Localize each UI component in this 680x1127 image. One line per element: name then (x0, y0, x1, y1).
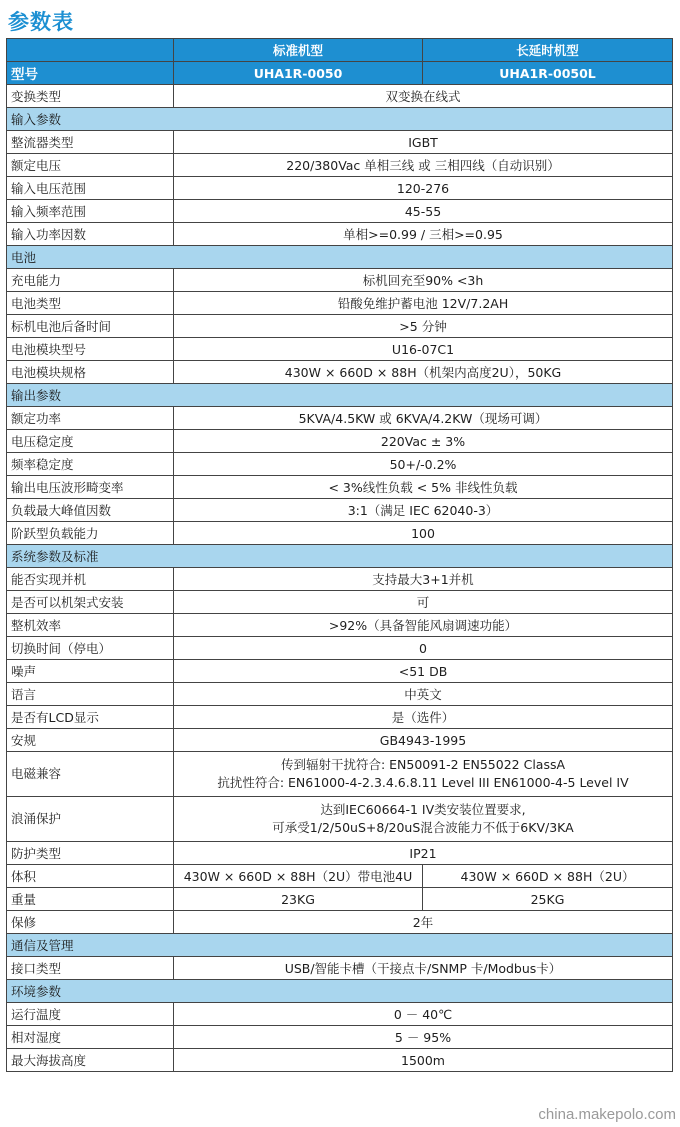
row-value: < 3%线性负载 < 5% 非线性负载 (174, 476, 673, 499)
row-label: 电池模块型号 (7, 338, 174, 361)
row-label: 负载最大峰值因数 (7, 499, 174, 522)
section-title: 系统参数及标准 (7, 545, 673, 568)
row-label: 整机效率 (7, 614, 174, 637)
row-value: U16-07C1 (174, 338, 673, 361)
row-value: 1500m (174, 1049, 673, 1072)
row-value: 100 (174, 522, 673, 545)
section-title: 电池 (7, 246, 673, 269)
section-header-row (7, 980, 673, 1003)
row-value (174, 797, 673, 842)
row-value (174, 752, 673, 797)
row-label: 额定功率 (7, 407, 174, 430)
value-line: 可承受1/2/50uS+8/20uS混合波能力不低于6KV/3KA (272, 820, 574, 835)
row-value: 5KVA/4.5KW 或 6KVA/4.2KW（现场可调） (174, 407, 673, 430)
row-value: 单相>=0.99 / 三相>=0.95 (174, 223, 673, 246)
row-value: 0 (174, 637, 673, 660)
row-label: 体积 (7, 865, 174, 888)
row-value: GB4943-1995 (174, 729, 673, 752)
row-label: 切换时间（停电） (7, 637, 174, 660)
row-value: 3:1（满足 IEC 62040-3） (174, 499, 673, 522)
value-line: 传到辐射干扰符合: EN50091-2 EN55022 ClassA (280, 757, 566, 772)
row-value: 中英文 (174, 683, 673, 706)
table-row (7, 1026, 673, 1049)
model-row-label: 型号 (7, 62, 174, 85)
value-line: 抗扰性符合: EN61000-4-2.3.4.6.8.11 Level III EN61000-4-5 Level IV (217, 775, 629, 790)
row-label: 是否有LCD显示 (7, 706, 174, 729)
row-value: 可 (174, 591, 673, 614)
row-label: 输入电压范围 (7, 177, 174, 200)
table-row (7, 430, 673, 453)
row-value-standard: 430W × 660D × 88H（2U）带电池4U (174, 865, 423, 888)
table-row (7, 591, 673, 614)
table-row (7, 85, 673, 108)
row-label: 相对湿度 (7, 1026, 174, 1049)
table-row (7, 729, 673, 752)
row-label: 语言 (7, 683, 174, 706)
row-label: 最大海拔高度 (7, 1049, 174, 1072)
header-corner (7, 39, 174, 62)
row-label: 是否可以机架式安装 (7, 591, 174, 614)
table-row (7, 614, 673, 637)
table-row (7, 752, 673, 797)
row-label: 噪声 (7, 660, 174, 683)
table-row (7, 315, 673, 338)
row-value: 0 － 40℃ (174, 1003, 673, 1026)
row-label: 阶跃型负载能力 (7, 522, 174, 545)
watermark: china.makepolo.com (538, 1106, 676, 1123)
table-row (7, 683, 673, 706)
table-row (7, 957, 673, 980)
row-value: IGBT (174, 131, 673, 154)
section-title: 输出参数 (7, 384, 673, 407)
row-value: 铅酸免维护蓄电池 12V/7.2AH (174, 292, 673, 315)
row-value: 220/380Vac 单相三线 或 三相四线（自动识别） (174, 154, 673, 177)
spec-table (6, 38, 673, 1072)
table-row (7, 453, 673, 476)
row-label: 电池模块规格 (7, 361, 174, 384)
section-title: 环境参数 (7, 980, 673, 1003)
table-row (7, 888, 673, 911)
row-value: 220Vac ± 3% (174, 430, 673, 453)
row-value-standard: 23KG (174, 888, 423, 911)
model-long: UHA1R-0050L (423, 62, 673, 85)
row-value: IP21 (174, 842, 673, 865)
row-label: 电压稳定度 (7, 430, 174, 453)
row-value: 双变换在线式 (174, 85, 673, 108)
model-standard: UHA1R-0050 (174, 62, 423, 85)
section-title: 通信及管理 (7, 934, 673, 957)
table-row (7, 1049, 673, 1072)
row-label: 电池类型 (7, 292, 174, 315)
table-row (7, 154, 673, 177)
table-row (7, 177, 673, 200)
row-label: 频率稳定度 (7, 453, 174, 476)
col-standard-header: 标准机型 (174, 39, 423, 62)
table-row (7, 131, 673, 154)
table-row (7, 292, 673, 315)
table-row (7, 522, 673, 545)
row-value: 支持最大3+1并机 (174, 568, 673, 591)
col-long-header: 长延时机型 (423, 39, 673, 62)
section-header-row (7, 108, 673, 131)
row-label: 接口类型 (7, 957, 174, 980)
row-value-long: 25KG (423, 888, 673, 911)
table-row (7, 407, 673, 430)
row-label: 额定电压 (7, 154, 174, 177)
table-row (7, 797, 673, 842)
table-row (7, 706, 673, 729)
table-row (7, 361, 673, 384)
page-title: 参数表 (8, 10, 74, 34)
table-row (7, 842, 673, 865)
section-header-row (7, 934, 673, 957)
row-value: 2年 (174, 911, 673, 934)
table-row (7, 911, 673, 934)
table-row (7, 1003, 673, 1026)
row-value: 45-55 (174, 200, 673, 223)
row-label: 能否实现并机 (7, 568, 174, 591)
model-number-row (7, 62, 673, 85)
value-line: 达到IEC60664-1 IV类安装位置要求, (320, 802, 526, 817)
row-label: 电磁兼容 (7, 752, 174, 797)
model-header-row (7, 39, 673, 62)
row-label: 防护类型 (7, 842, 174, 865)
table-row (7, 568, 673, 591)
row-label: 重量 (7, 888, 174, 911)
table-row (7, 200, 673, 223)
row-value: >5 分钟 (174, 315, 673, 338)
row-value: >92%（具备智能风扇调速功能） (174, 614, 673, 637)
table-row (7, 865, 673, 888)
table-row (7, 660, 673, 683)
section-header-row (7, 384, 673, 407)
section-header-row (7, 246, 673, 269)
table-row (7, 338, 673, 361)
row-value: 120-276 (174, 177, 673, 200)
row-label: 输入功率因数 (7, 223, 174, 246)
row-value-long: 430W × 660D × 88H（2U） (423, 865, 673, 888)
row-label: 输出电压波形畸变率 (7, 476, 174, 499)
row-value: <51 DB (174, 660, 673, 683)
table-row (7, 499, 673, 522)
row-label: 浪涌保护 (7, 797, 174, 842)
row-label: 保修 (7, 911, 174, 934)
row-label: 运行温度 (7, 1003, 174, 1026)
row-value: 50+/-0.2% (174, 453, 673, 476)
row-value: 是（选件） (174, 706, 673, 729)
table-row (7, 476, 673, 499)
row-label: 标机电池后备时间 (7, 315, 174, 338)
row-label: 输入频率范围 (7, 200, 174, 223)
row-value: 5 － 95% (174, 1026, 673, 1049)
section-title: 输入参数 (7, 108, 673, 131)
section-header-row (7, 545, 673, 568)
row-value: USB/智能卡槽（干接点卡/SNMP 卡/Modbus卡） (174, 957, 673, 980)
row-label: 安规 (7, 729, 174, 752)
row-value: 标机回充至90% <3h (174, 269, 673, 292)
row-label: 变换类型 (7, 85, 174, 108)
table-row (7, 269, 673, 292)
table-row (7, 223, 673, 246)
row-value: 430W × 660D × 88H（机架内高度2U），50KG (174, 361, 673, 384)
table-row (7, 637, 673, 660)
row-label: 充电能力 (7, 269, 174, 292)
row-label: 整流器类型 (7, 131, 174, 154)
